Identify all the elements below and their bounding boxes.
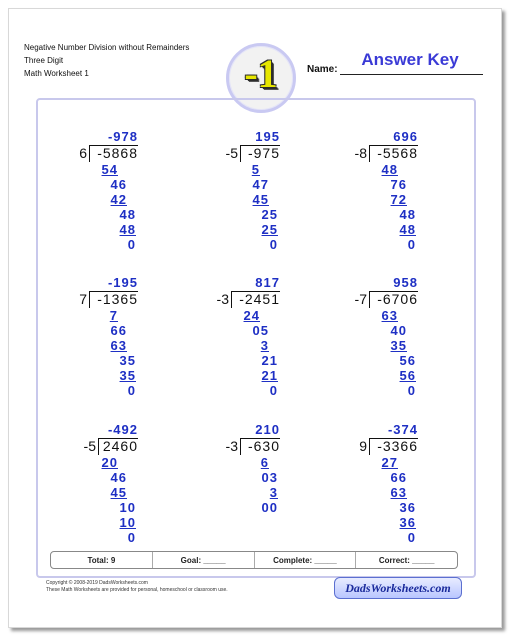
quotient: -492	[107, 422, 138, 437]
work-step: 36	[399, 515, 416, 530]
work-step: 0	[269, 383, 278, 398]
dividend: -1365	[97, 291, 138, 307]
divisor: 6	[79, 145, 87, 161]
work-step: 66	[390, 470, 407, 485]
worksheet-subtitle: Three Digit	[24, 56, 64, 65]
division-problem	[328, 275, 418, 405]
division-bracket	[89, 291, 138, 308]
divisor: -5	[225, 145, 238, 161]
division-bracket	[369, 438, 418, 455]
quotient: 958	[393, 275, 418, 290]
work-step: 72	[390, 192, 407, 207]
copyright	[46, 580, 228, 594]
work-step: 63	[110, 338, 127, 353]
work-step: 45	[110, 485, 127, 500]
correct-field: Correct: _____	[378, 555, 435, 565]
work-step: 5	[251, 162, 260, 177]
division-problem	[190, 275, 280, 405]
worksheet-title: Negative Number Division without Remainders	[24, 43, 190, 52]
division-bracket	[240, 145, 280, 162]
usage-line: These Math Worksheets are provided for personal, homeschool or classroom use.	[46, 587, 228, 593]
work-step: 0	[407, 530, 416, 545]
divisor: 7	[79, 291, 87, 307]
work-step: 48	[119, 222, 136, 237]
division-bracket	[240, 438, 280, 455]
work-step: 0	[127, 383, 136, 398]
work-step: 47	[252, 177, 269, 192]
division-bracket	[98, 438, 138, 455]
goal-field: Goal: _____	[153, 552, 255, 568]
divisor: -3	[216, 291, 229, 307]
division-problem	[48, 422, 138, 552]
division-problem	[48, 129, 138, 259]
work-step: 35	[119, 353, 136, 368]
division-problem	[328, 422, 418, 552]
work-step: 24	[243, 308, 260, 323]
work-step: 48	[381, 162, 398, 177]
name-line	[340, 74, 483, 75]
division-problem	[190, 129, 280, 259]
dividend: -2451	[239, 291, 280, 307]
division-problem	[328, 129, 418, 259]
work-step: 45	[252, 192, 269, 207]
division-bracket	[369, 291, 418, 308]
work-step: 35	[119, 368, 136, 383]
quotient: 195	[255, 129, 280, 144]
work-step: 46	[110, 177, 127, 192]
work-step: 0	[127, 237, 136, 252]
division-bracket	[89, 145, 138, 162]
worksheet-header	[24, 41, 189, 80]
quotient: -978	[107, 129, 138, 144]
work-step: 56	[399, 368, 416, 383]
work-step: 27	[381, 455, 398, 470]
divisor: -8	[354, 145, 367, 161]
work-step: 54	[101, 162, 118, 177]
work-step: 03	[261, 470, 278, 485]
division-problem	[190, 422, 280, 552]
dividend: -5868	[97, 145, 138, 161]
copyright-line: Copyright © 2008-2019 DadsWorksheets.com	[46, 580, 148, 586]
work-step: 21	[261, 353, 278, 368]
work-step: 0	[407, 383, 416, 398]
work-step: 35	[390, 338, 407, 353]
dividend: -630	[247, 438, 280, 454]
work-step: 3	[260, 338, 269, 353]
work-step: 46	[110, 470, 127, 485]
work-step: 48	[399, 207, 416, 222]
work-step: 0	[407, 237, 416, 252]
work-step: 10	[119, 515, 136, 530]
work-step: 6	[260, 455, 269, 470]
quotient: 210	[255, 422, 280, 437]
quotient: 817	[255, 275, 280, 290]
work-step: 0	[127, 530, 136, 545]
complete-field: Complete: _____	[255, 552, 357, 568]
quotient: -374	[387, 422, 418, 437]
work-step: 00	[261, 500, 278, 515]
divisor: 9	[359, 438, 367, 454]
divisor: -7	[354, 291, 367, 307]
work-step: 7	[109, 308, 118, 323]
work-step: 66	[110, 323, 127, 338]
work-step: 40	[390, 323, 407, 338]
dividend: 2460	[102, 438, 138, 454]
divisor: -5	[83, 438, 96, 454]
work-step: 25	[261, 222, 278, 237]
division-problem	[48, 275, 138, 405]
work-step: 48	[119, 207, 136, 222]
work-step: 20	[101, 455, 118, 470]
quotient: -195	[107, 275, 138, 290]
work-step: 3	[269, 485, 278, 500]
work-step: 21	[261, 368, 278, 383]
quotient: 696	[393, 129, 418, 144]
division-bracket	[369, 145, 418, 162]
work-step: 63	[381, 308, 398, 323]
dadsworksheets-logo: DadsWorksheets.com	[334, 577, 462, 599]
total-field: Total: 9	[51, 552, 153, 568]
dividend: -3366	[377, 438, 418, 454]
level-badge-number: -1	[244, 51, 278, 96]
dividend: -975	[247, 145, 280, 161]
worksheet-number: Math Worksheet 1	[24, 69, 89, 78]
work-step: 36	[399, 500, 416, 515]
work-step: 63	[390, 485, 407, 500]
divisor: -3	[225, 438, 238, 454]
score-bar	[50, 551, 458, 569]
work-step: 48	[399, 222, 416, 237]
work-step: 76	[390, 177, 407, 192]
dividend: -6706	[377, 291, 418, 307]
name-label: Name:	[307, 64, 338, 75]
work-step: 25	[261, 207, 278, 222]
work-step: 0	[269, 237, 278, 252]
work-step: 10	[119, 500, 136, 515]
division-bracket	[231, 291, 280, 308]
answer-key-label: Answer Key	[361, 50, 459, 69]
work-step: 42	[110, 192, 127, 207]
work-step: 56	[399, 353, 416, 368]
work-step: 05	[252, 323, 269, 338]
dividend: -5568	[377, 145, 418, 161]
